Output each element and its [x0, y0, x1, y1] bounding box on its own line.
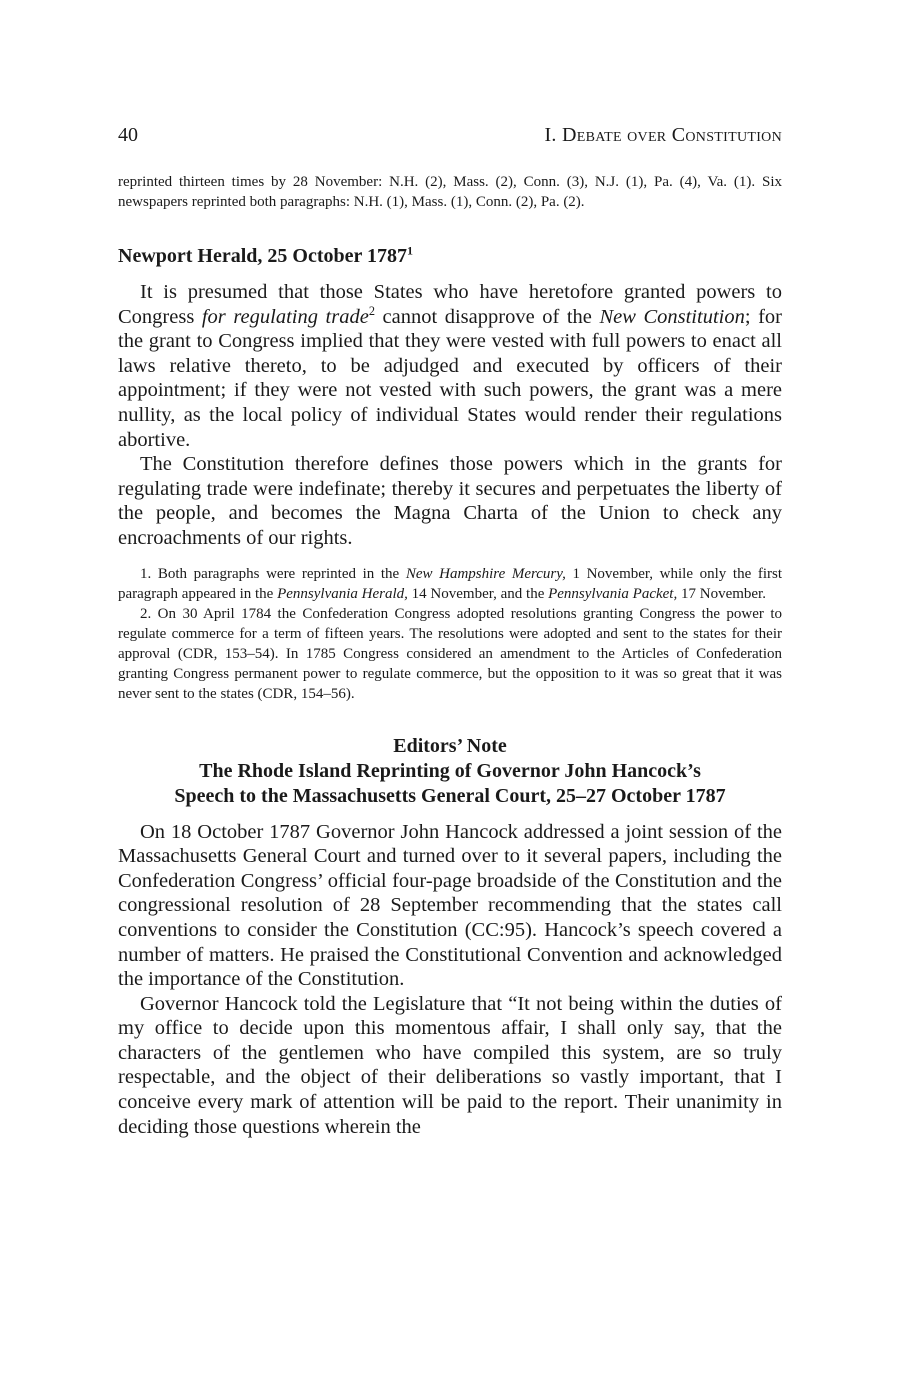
p1-note-ref: 2: [368, 303, 375, 318]
newport-paragraph-1: [118, 280, 782, 452]
fn1-italic-1: New Hampshire Mercury,: [405, 565, 566, 582]
p1-text-c: ; for the grant to Congress implied that they were vested with full powers to enact all laws relative thereto, to be adjudged and executed by officers of their appointment; if they were not vested with such powers, the grant was a mere nullity, as the local policy of individual States would render their regulations abortive.: [118, 305, 782, 451]
editors-paragraph-1: On 18 October 1787 Governor John Hancock addressed a joint session of the Massachusetts General Court and turned over to it several papers, including the Confederation Congress’ official four-page broadside of the Constitution and the congressional resolution of 28 September recommending that the states call conventions to consider the Constitution (CC:95). Hancock’s speech covered a number of matters. He praised the Constitutional Convention and acknowledged the importance of the Constitution.: [118, 820, 782, 991]
fn1-text-c: 14 November, and the: [407, 585, 549, 602]
fn1-italic-3: Pennsylvania Packet,: [548, 585, 678, 602]
editors-note-subtitle-2: Speech to the Massachusetts General Court, 25–27 October 1787: [174, 784, 726, 807]
section-title: I. Debate over Constitution: [544, 124, 782, 146]
document-heading: [118, 243, 782, 269]
fn1-italic-2: Pennsylvania Herald,: [277, 585, 408, 602]
footnotes: [118, 564, 782, 704]
footnote-continuation: reprinted thirteen times by 28 November: N.H. (2), Mass. (2), Conn. (3), N.J. (1), Pa. (4), Va. (1). Six newspapers reprinted both paragraphs: N.H. (1), Mass. (1), Conn. (2), Pa. (2).: [118, 174, 782, 210]
running-head: [118, 124, 782, 152]
newport-paragraph-2: The Constitution therefore defines those powers which in the grants for regulating trade were indefinate; thereby it secures and perpetuates the liberty of the people, and becomes the Magna Charta of the Union to check any encroachments of our rights.: [118, 453, 782, 549]
footnote-2: 2. On 30 April 1784 the Confederation Congress adopted resolutions granting Congress the power to regulate commerce for a term of fifteen years. The resolutions were adopted and sent to the states for their approval (CDR, 153–54). In 1785 Congress considered an amendment to the Articles of Confederation granting Congress permanent power to regulate commerce, but the opposition to it was so great that it was never sent to the states (CDR, 154–56).: [118, 605, 782, 702]
editors-paragraph-2: Governor Hancock told the Legislature that “It not being within the duties of my office to decide upon this momentous affair, I shall only say, that the characters of the gentlemen who have compiled this system, are so truly respectable, and the object of their deliberations so vastly important, that I conceive every mark of attention will be paid to the report. Their unanimity in deciding those questions wherein the: [118, 992, 782, 1138]
heading-note-ref: 1: [407, 243, 414, 258]
fn1-text-a: 1. Both paragraphs were reprinted in the: [140, 565, 406, 582]
p1-italic-constitution: New Constitution: [599, 305, 745, 328]
p1-text-b: cannot disapprove of the: [374, 305, 600, 328]
editors-note-title: Editors’ Note: [393, 734, 507, 757]
p1-text-a: It is presumed that those States who have heretofore granted powers to Congress: [118, 281, 782, 328]
footnote-1: [118, 564, 782, 604]
fn1-text-b: 1 November, while only the first paragraph appeared in the: [118, 565, 782, 602]
p1-italic-trade: for regulating trade: [201, 305, 369, 328]
page-number: 40: [118, 124, 138, 146]
editors-note-heading: [118, 734, 782, 809]
fn1-text-d: 17 November.: [677, 585, 766, 602]
document-heading-text: Newport Herald, 25 October 1787: [118, 245, 408, 267]
editors-note-subtitle-1: The Rhode Island Reprinting of Governor John Hancock’s: [199, 759, 701, 782]
